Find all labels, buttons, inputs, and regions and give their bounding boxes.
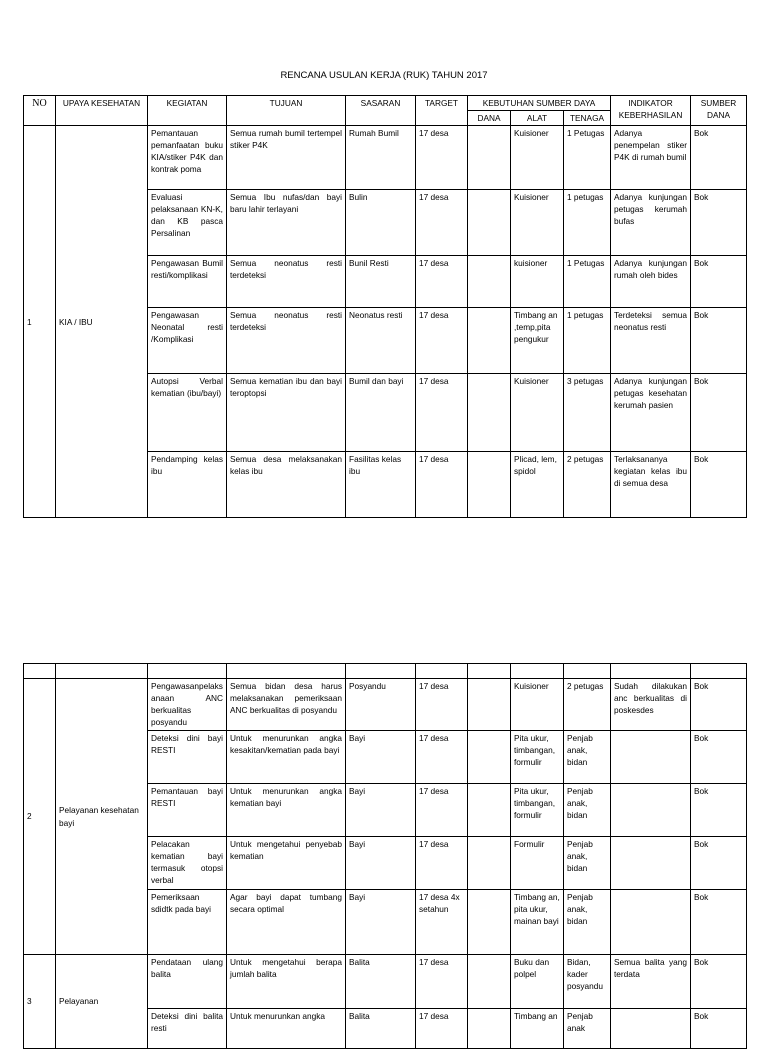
cell-alat: Pita ukur, timbangan, formulir — [511, 784, 564, 837]
table-row — [24, 126, 747, 190]
cell-sasaran: Rumah Bumil — [346, 126, 416, 190]
cell-kegiatan: Evaluasi pelaksanaan KN-K, dan KB pasca Persalinan — [148, 190, 227, 256]
cell-kegiatan: Deteksi dini bayi RESTI — [148, 731, 227, 784]
cell-tenaga: Bidan, kader posyandu — [564, 955, 611, 1009]
cell-dana — [468, 374, 511, 452]
cell-alat: Kuisioner — [511, 190, 564, 256]
cell-indikator: Terdeteksi semua neonatus resti — [611, 308, 691, 374]
cell-sasaran: Balita — [346, 1009, 416, 1049]
cell-sasaran: Fasilitas kelas ibu — [346, 452, 416, 518]
cell-sasaran: Bayi — [346, 784, 416, 837]
cell-sasaran: Neonatus resti — [346, 308, 416, 374]
cell-indikator — [611, 731, 691, 784]
cell-target: 17 desa — [416, 374, 468, 452]
cell-alat: Buku dan polpel — [511, 955, 564, 1009]
cell-sasaran: Bayi — [346, 731, 416, 784]
header-dana: DANA — [468, 111, 511, 126]
cell-tujuan: Semua rumah bumil tertempel stiker P4K — [227, 126, 346, 190]
cell-dana — [468, 452, 511, 518]
cell-indikator: Semua balita yang terdata — [611, 955, 691, 1009]
cell-dana — [468, 731, 511, 784]
cell-kegiatan: Pemeriksaan sdidtk pada bayi — [148, 890, 227, 955]
cell-target: 17 desa — [416, 679, 468, 731]
empty-header-row — [24, 664, 747, 679]
cell-sumber: Bok — [691, 256, 747, 308]
cell-sumber: Bok — [691, 784, 747, 837]
cell-sasaran: Bayi — [346, 837, 416, 890]
cell-sasaran: Bulin — [346, 190, 416, 256]
ruk-table-page2 — [23, 663, 747, 1049]
cell-target: 17 desa 4x setahun — [416, 890, 468, 955]
header-sumber: SUMBER DANA — [691, 96, 747, 126]
row-upaya: Pelayanan kesehatan bayi — [56, 679, 148, 955]
cell-sumber: Bok — [691, 1009, 747, 1049]
cell-kegiatan: Pendamping kelas ibu — [148, 452, 227, 518]
document-title: RENCANA USULAN KERJA (RUK) TAHUN 2017 — [280, 70, 488, 81]
header-alat: ALAT — [511, 111, 564, 126]
cell-tenaga: 3 petugas — [564, 374, 611, 452]
cell-dana — [468, 955, 511, 1009]
cell-tenaga: 2 petugas — [564, 452, 611, 518]
cell-indikator — [611, 784, 691, 837]
cell-dana — [468, 1009, 511, 1049]
cell-dana — [468, 126, 511, 190]
cell-tujuan: Semua Ibu nufas/dan bayi baru lahir terlayani — [227, 190, 346, 256]
cell-target: 17 desa — [416, 731, 468, 784]
cell-tujuan: Semua bidan desa harus melaksanakan pemeriksaan ANC berkualitas di posyandu — [227, 679, 346, 731]
cell-kegiatan: Pemantauan bayi RESTI — [148, 784, 227, 837]
table-row — [24, 955, 747, 1009]
row-no: 1 — [24, 126, 56, 518]
cell-target: 17 desa — [416, 837, 468, 890]
header-no: NO — [24, 96, 56, 126]
cell-sasaran: Balita — [346, 955, 416, 1009]
cell-tenaga: 1 Petugas — [564, 256, 611, 308]
cell-kegiatan: Pemantauan pemanfaatan buku KIA/stiker P4K dan kontrak poma — [148, 126, 227, 190]
cell-target: 17 desa — [416, 256, 468, 308]
header-tenaga: TENAGA — [564, 111, 611, 126]
cell-alat: Timbang an, pita ukur, mainan bayi — [511, 890, 564, 955]
cell-tujuan: Semua desa melaksanakan kelas ibu — [227, 452, 346, 518]
cell-dana — [468, 308, 511, 374]
cell-tujuan: Semua neonatus resti terdeteksi — [227, 256, 346, 308]
cell-tenaga: Penjab anak, bidan — [564, 837, 611, 890]
cell-target: 17 desa — [416, 1009, 468, 1049]
table-row — [24, 679, 747, 731]
cell-alat: Timbang an ,temp,pita pengukur — [511, 308, 564, 374]
cell-sasaran: Bayi — [346, 890, 416, 955]
row-upaya: KIA / IBU — [56, 126, 148, 518]
cell-dana — [468, 837, 511, 890]
cell-tenaga: 2 petugas — [564, 679, 611, 731]
cell-alat: Kuisioner — [511, 374, 564, 452]
cell-sumber: Bok — [691, 126, 747, 190]
cell-alat: Formulir — [511, 837, 564, 890]
cell-target: 17 desa — [416, 190, 468, 256]
cell-indikator: Adanya kunjungan petugas kesehatan kerumah pasien — [611, 374, 691, 452]
cell-sumber: Bok — [691, 837, 747, 890]
cell-indikator: Adanya penempelan stiker P4K di rumah bumil — [611, 126, 691, 190]
cell-sasaran: Bunil Resti — [346, 256, 416, 308]
cell-target: 17 desa — [416, 126, 468, 190]
cell-sumber: Bok — [691, 679, 747, 731]
cell-tujuan: Agar bayi dapat tumbang secara optimal — [227, 890, 346, 955]
row-no: 2 — [24, 679, 56, 955]
cell-dana — [468, 190, 511, 256]
cell-alat: Kuisioner — [511, 679, 564, 731]
cell-indikator: Adanya kunjungan petugas kerumah bufas — [611, 190, 691, 256]
cell-tenaga: 1 petugas — [564, 190, 611, 256]
cell-indikator — [611, 890, 691, 955]
cell-indikator: Adanya kunjungan rumah oleh bides — [611, 256, 691, 308]
header-kegiatan: KEGIATAN — [148, 96, 227, 126]
cell-indikator: Sudah dilakukan anc berkualitas di poskesdes — [611, 679, 691, 731]
cell-dana — [468, 784, 511, 837]
cell-alat: Kuisioner — [511, 126, 564, 190]
header-kebutuhan: KEBUTUHAN SUMBER DAYA — [468, 96, 611, 111]
cell-tujuan: Untuk menurunkan angka kematian bayi — [227, 784, 346, 837]
cell-alat: Timbang an — [511, 1009, 564, 1049]
cell-tujuan: Untuk menurunkan angka kesakitan/kematian pada bayi — [227, 731, 346, 784]
cell-kegiatan: Pengawasan Neonatal resti /Komplikasi — [148, 308, 227, 374]
cell-kegiatan: Pengawasanpelaksanaan ANC berkualitas posyandu — [148, 679, 227, 731]
cell-target: 17 desa — [416, 784, 468, 837]
cell-sumber: Bok — [691, 190, 747, 256]
cell-tujuan: Untuk menurunkan angka — [227, 1009, 346, 1049]
cell-sumber: Bok — [691, 955, 747, 1009]
cell-kegiatan: Pelacakan kematian bayi termasuk otopsi verbal — [148, 837, 227, 890]
cell-target: 17 desa — [416, 955, 468, 1009]
cell-kegiatan: Autopsi Verbal kematian (ibu/bayi) — [148, 374, 227, 452]
cell-tenaga: Penjab anak, bidan — [564, 731, 611, 784]
cell-sumber: Bok — [691, 731, 747, 784]
cell-kegiatan: Pendataan ulang balita — [148, 955, 227, 1009]
cell-indikator: Terlaksananya kegiatan kelas ibu di semua desa — [611, 452, 691, 518]
cell-indikator — [611, 1009, 691, 1049]
row-no: 3 — [24, 955, 56, 1049]
header-target: TARGET — [416, 96, 468, 126]
cell-alat: Plicad, lem, spidol — [511, 452, 564, 518]
cell-tujuan: Untuk mengetahui berapa jumlah balita — [227, 955, 346, 1009]
cell-tujuan: Semua neonatus resti terdeteksi — [227, 308, 346, 374]
cell-kegiatan: Pengawasan Bumil resti/komplikasi — [148, 256, 227, 308]
cell-dana — [468, 890, 511, 955]
cell-dana — [468, 679, 511, 731]
cell-tenaga: Penjab anak, bidan — [564, 784, 611, 837]
header-sasaran: SASARAN — [346, 96, 416, 126]
ruk-table-page1 — [23, 95, 747, 518]
cell-sumber: Bok — [691, 308, 747, 374]
cell-target: 17 desa — [416, 452, 468, 518]
header-tujuan: TUJUAN — [227, 96, 346, 126]
header-indikator: INDIKATOR KEBERHASILAN — [611, 96, 691, 126]
cell-tenaga: Penjab anak, bidan — [564, 890, 611, 955]
cell-tujuan: Untuk mengetahui penyebab kematian — [227, 837, 346, 890]
cell-indikator — [611, 837, 691, 890]
header-upaya: UPAYA KESEHATAN — [56, 96, 148, 126]
cell-tenaga: 1 Petugas — [564, 126, 611, 190]
cell-sumber: Bok — [691, 374, 747, 452]
cell-tenaga: 1 petugas — [564, 308, 611, 374]
cell-target: 17 desa — [416, 308, 468, 374]
cell-sasaran: Posyandu — [346, 679, 416, 731]
cell-dana — [468, 256, 511, 308]
cell-alat: kuisioner — [511, 256, 564, 308]
cell-kegiatan: Deteksi dini balita resti — [148, 1009, 227, 1049]
cell-tujuan: Semua kematian ibu dan bayi teroptopsi — [227, 374, 346, 452]
cell-sumber: Bok — [691, 890, 747, 955]
cell-sumber: Bok — [691, 452, 747, 518]
cell-sasaran: Bumil dan bayi — [346, 374, 416, 452]
cell-tenaga: Penjab anak — [564, 1009, 611, 1049]
row-upaya: Pelayanan — [56, 955, 148, 1049]
cell-alat: Pita ukur, timbangan, formulir — [511, 731, 564, 784]
